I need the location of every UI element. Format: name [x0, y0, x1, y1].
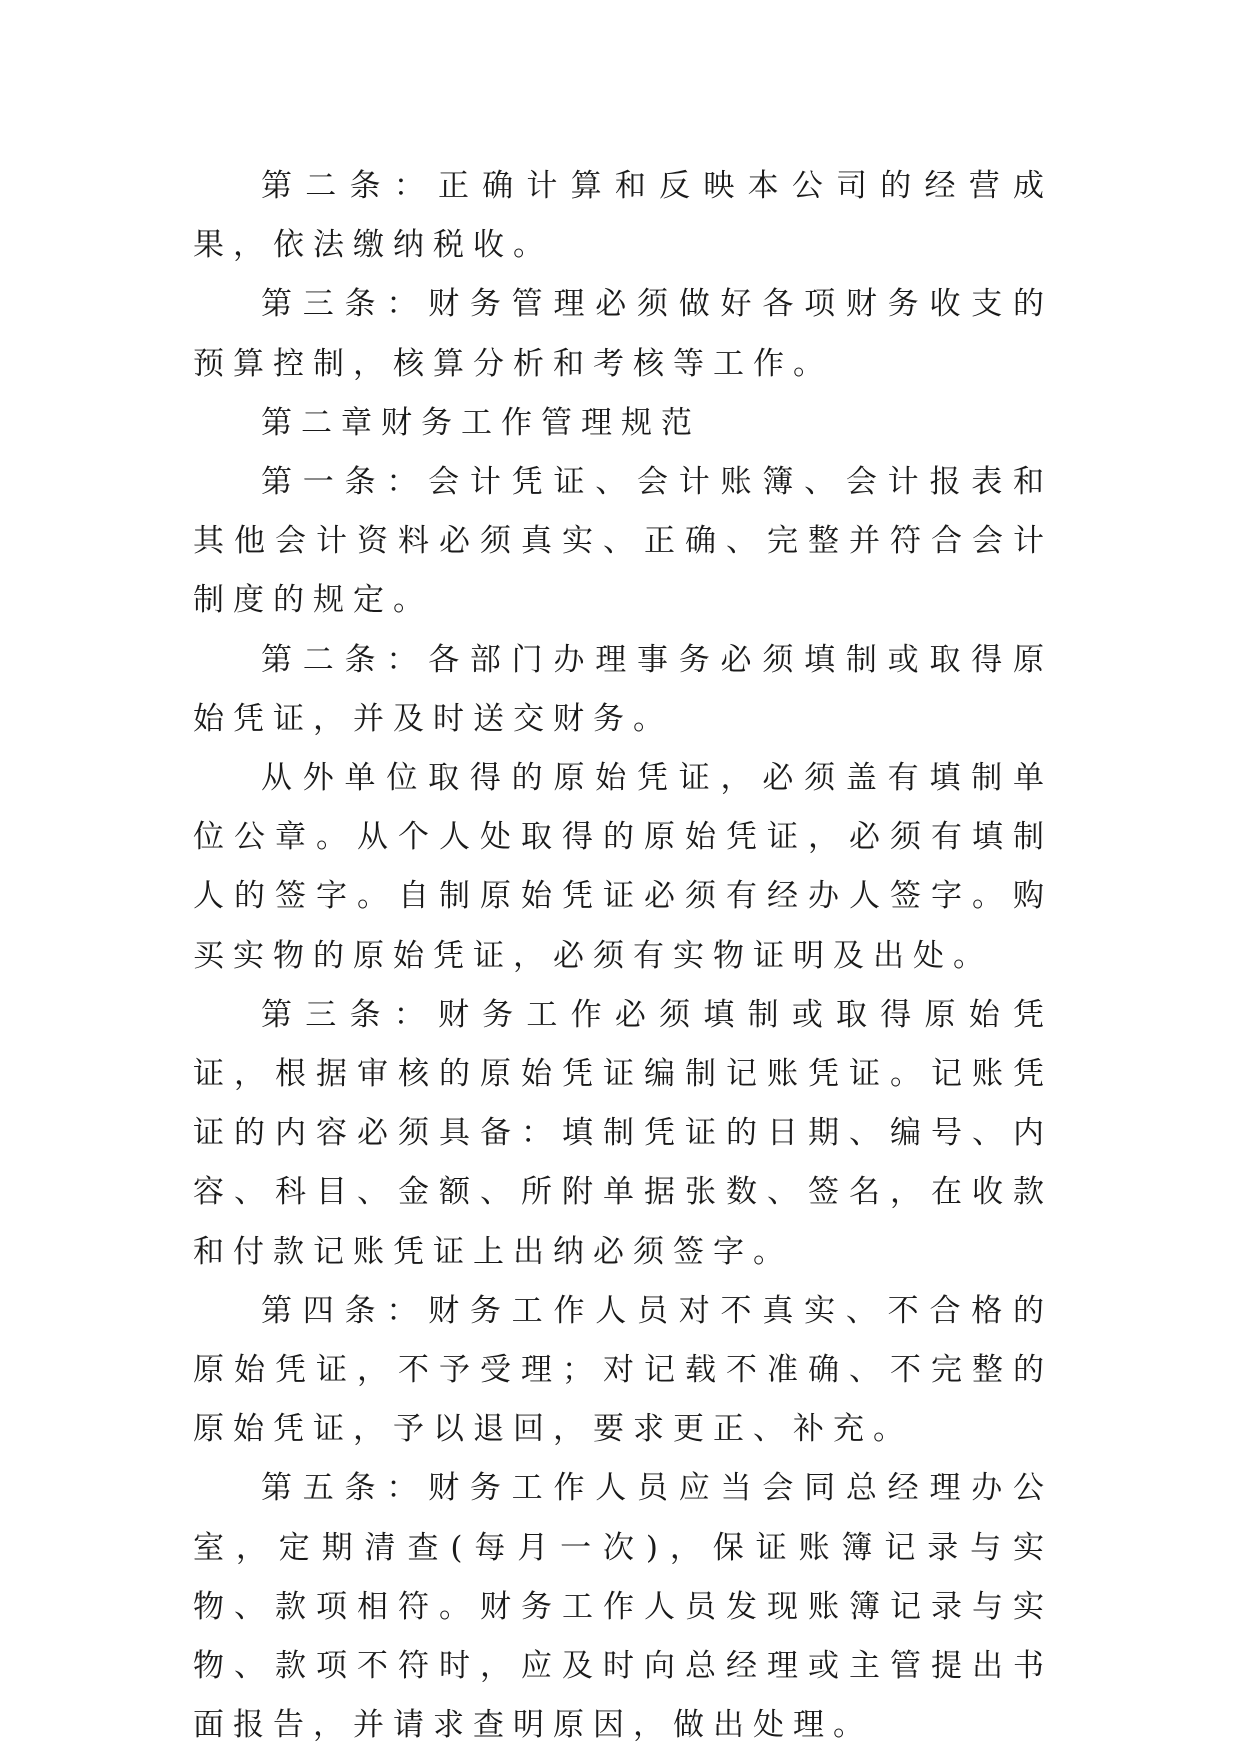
- paragraph-article-3-bookkeeping: 第三条：财务工作必须填制或取得原始凭证，根据审核的原始凭证编制记账凭证。记账凭证的内容必须具备：填制凭证的日期、编号、内容、科目、金额、所附单据张数、签名，在收款和付款记账凭证上出纳必须签字。: [193, 996, 1053, 1270]
- paragraph-article-2-tax: 第二条：正确计算和反映本公司的经营成果，依法缴纳税收。: [193, 168, 1053, 264]
- paragraph-article-3-budget: 第三条：财务管理必须做好各项财务收支的预算控制，核算分析和考核等工作。: [193, 286, 1053, 382]
- document-body: [193, 157, 1053, 1755]
- paragraph-article-2-vouchers: 第二条：各部门办理事务必须填制或取得原始凭证，并及时送交财务。: [193, 641, 1053, 737]
- paragraph-article-4-rejection: 第四条：财务工作人员对不真实、不合格的原始凭证，不予受理；对记载不准确、不完整的原始凭证，予以退回，要求更正、补充。: [193, 1292, 1053, 1448]
- paragraph-article-5-audit: 第五条：财务工作人员应当会同总经理办公室，定期清查(每月一次)，保证账簿记录与实物、款项相符。财务工作人员发现账簿记录与实物、款项不符时，应及时向总经理或主管提出书面报告，并请求查明原因，做出处理。: [193, 1470, 1053, 1744]
- paragraph-voucher-sources: 从外单位取得的原始凭证，必须盖有填制单位公章。从个人处取得的原始凭证，必须有填制人的签字。自制原始凭证必须有经办人签字。购买实物的原始凭证，必须有实物证明及出处。: [193, 760, 1053, 974]
- chapter-heading: 第二章财务工作管理规范: [261, 404, 701, 441]
- paragraph-article-1-records: 第一条：会计凭证、会计账簿、会计报表和其他会计资料必须真实、正确、完整并符合会计制度的规定。: [193, 464, 1053, 619]
